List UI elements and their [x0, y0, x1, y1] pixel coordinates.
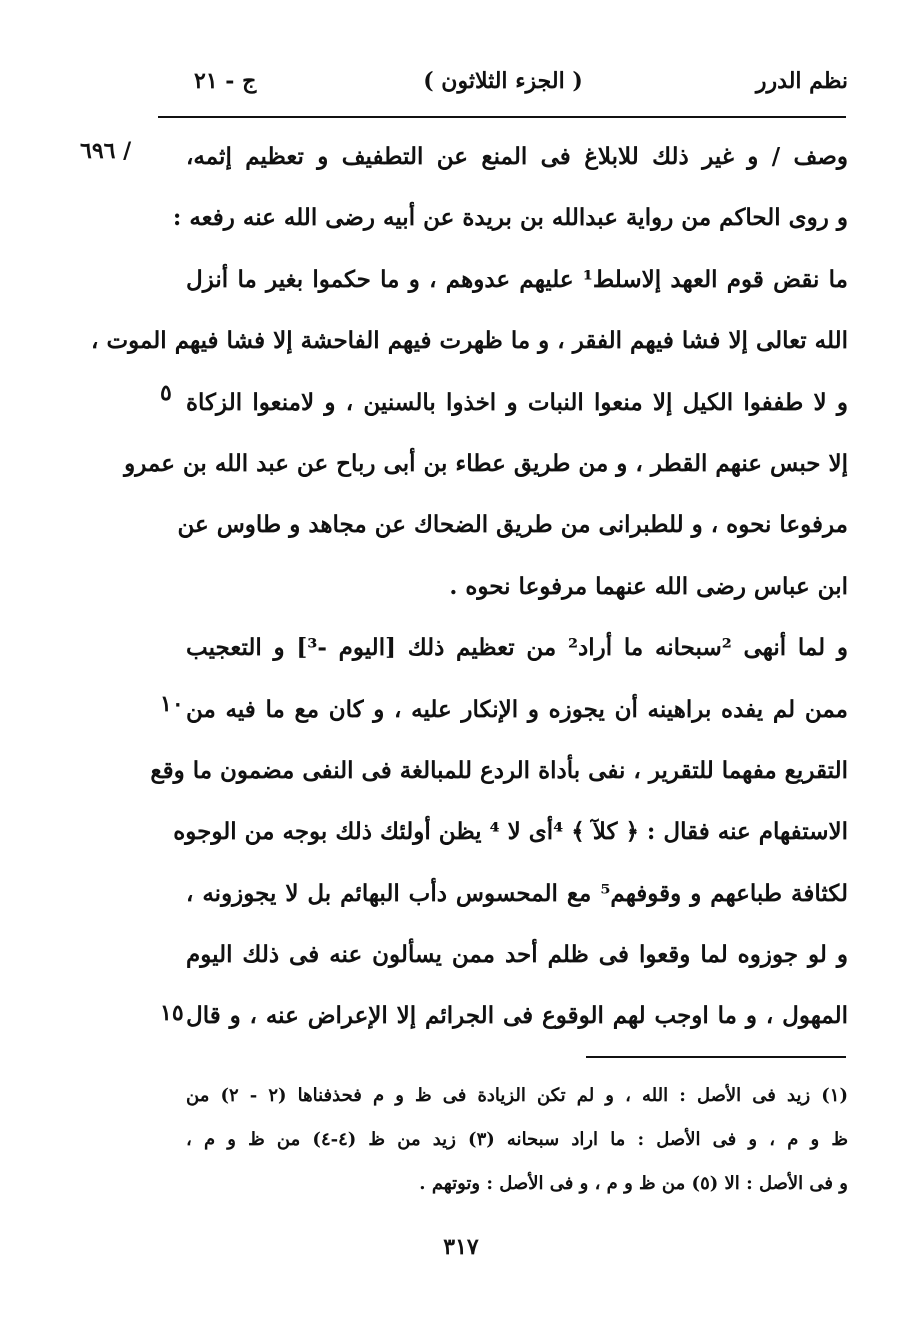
line-number-10: ١٠	[160, 691, 184, 717]
text-line: وصف / و غير ذلك للابلاغ فى المنع عن التطفيف و تعظيم إثمه،	[186, 143, 848, 170]
line-number-15: ١٥	[160, 1000, 184, 1026]
part-title: ( الجزء الثلاثون )	[423, 68, 583, 94]
text-line: الله تعالى إلا فشا فيهم الفقر ، و ما ظهرت فيهم الفاحشة إلا فشا فيهم الموت ،	[91, 327, 848, 355]
footnote-line: ظ و م ، و فى الأصل : ما اراد سبحانه (٣) زيد من ظ (٤-٤) من ظ و م ،	[186, 1129, 848, 1150]
footnote-line: و فى الأصل : الا (٥) من ظ و م ، و فى الأصل : وتوتهم .	[419, 1173, 848, 1194]
text-line: و لو جوزوه لما وقعوا فى ظلم أحد ممن يسألون عنه فى ذلك اليوم	[186, 941, 848, 969]
volume-number: ج - ٢١	[194, 68, 257, 94]
footnotes	[186, 1074, 848, 1206]
text-line: لكثافة طباعهم و وقوفهم⁵ مع المحسوس دأب البهائم بل لا يجوزونه ،	[186, 879, 849, 907]
running-header	[158, 62, 848, 102]
line-number-5: ٥	[160, 380, 172, 406]
text-line: المهول ، و ما اوجب لهم الوقوع فى الجرائم إلا الإعراض عنه ، و قال	[186, 1002, 848, 1030]
header-rule	[158, 116, 846, 118]
book-title: نظم الدرر	[755, 68, 848, 94]
page-number: ٣١٧	[443, 1234, 479, 1260]
text-line: ما نقض قوم العهد إلاسلط¹ عليهم عدوهم ، و ما حكموا بغير ما أنزل	[186, 265, 848, 293]
footnote-line: (١) زيد فى الأصل : الله ، و لم تكن الزيادة فى ظ و م فحذفناها (٢ - ٢) من	[186, 1085, 848, 1106]
text-line: التقريع مفهما للتقرير ، نفى بأداة الردع للمبالغة فى النفى مضمون ما وقع	[150, 756, 848, 784]
text-line: مرفوعا نحوه ، و للطبرانى من طريق الضحاك عن مجاهد و طاوس عن	[177, 511, 848, 539]
text-line: و لما أنهى ²سبحانه ما أراد² من تعظيم ذلك [اليوم -³] و التعجيب	[186, 634, 848, 662]
text-line: ابن عباس رضى الله عنهما مرفوعا نحوه .	[449, 572, 848, 600]
text-line: الاستفهام عنه فقال : ﴿ كلآ ﴾ ⁴أى لا ⁴ يظن أولئك ذلك بوجه من الوجوه	[173, 818, 848, 846]
text-line: و روى الحاكم من رواية عبدالله بن بريدة عن أبيه رضى الله عنه رفعه :	[172, 204, 848, 232]
footnote-rule	[586, 1056, 846, 1058]
text-line: و لا طففوا الكيل إلا منعوا النبات و اخذوا بالسنين ، و لامنعوا الزكاة	[186, 388, 848, 416]
text-line: إلا حبس عنهم القطر ، و من طريق عطاء بن أبى رباح عن عبد الله بن عمرو	[124, 449, 848, 477]
manuscript-folio-marker: ٦٩٦ /	[80, 138, 132, 164]
text-line: ممن لم يفده براهينه أن يجوزه و الإنكار عليه ، و كان مع ما فيه من	[186, 695, 848, 723]
